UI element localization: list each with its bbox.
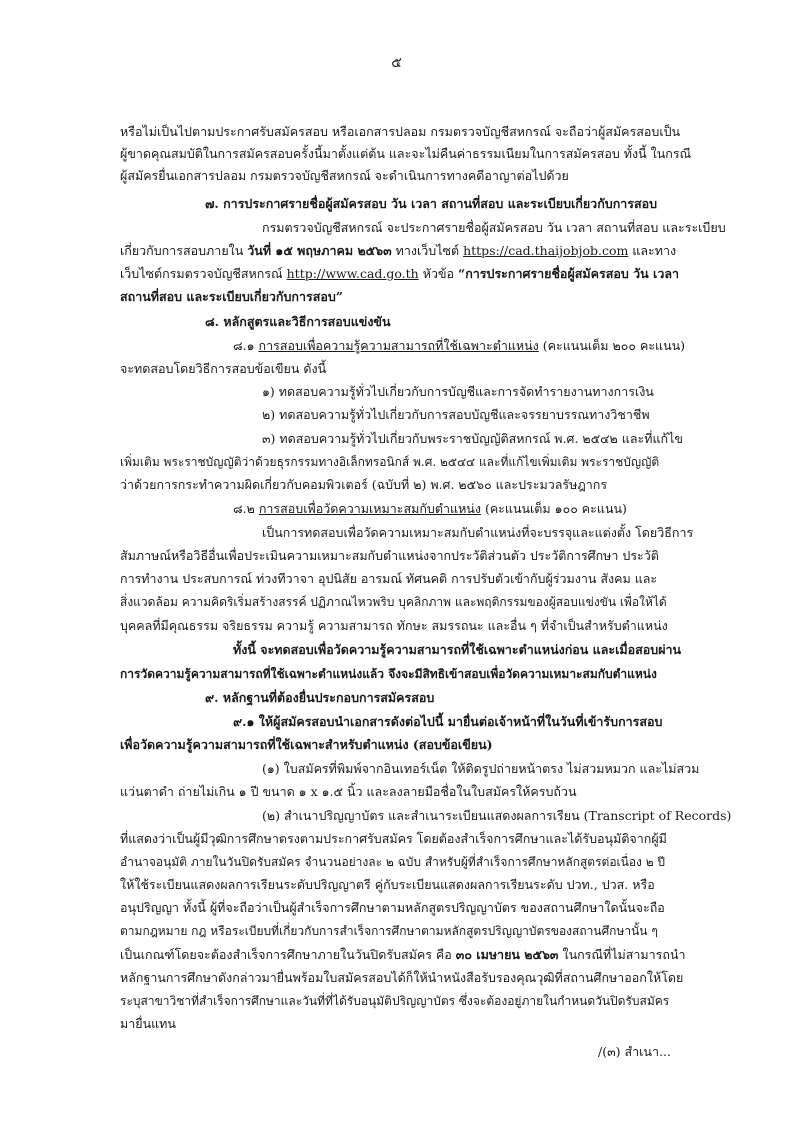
section-8-heading: ๘. หลักสูตรและวิธีการสอบแข่งขัน bbox=[205, 314, 391, 329]
page-number: ๕ bbox=[391, 55, 402, 71]
paragraph-line: ตามกฎหมาย กฎ หรือระเบียบที่เกี่ยวกับการสำเร็จการศึกษาตามหลักสูตรปริญญาบัตรของสถานศึกษานั้น ๆ bbox=[120, 924, 658, 938]
paragraph-line: ระบุสาขาวิชาที่สำเร็จการศึกษาและวันที่ที่ได้รับอนุมัติปริญญาบัตร ซึ่งจะต้องอยู่ภายในกำหนดวันปิดรับสมัคร bbox=[120, 994, 670, 1008]
announcement-topic: “การประกาศรายชื่อผู้สมัครสอบ วัน เวลา bbox=[458, 266, 680, 281]
paragraph-line: การทำงาน ประสบการณ์ ท่วงทีวาจา อุปนิสัย อารมณ์ ทัศนคติ การปรับตัวเข้ากับผู้ร่วมงาน สังคม และ bbox=[120, 571, 658, 586]
paragraph-line: ว่าด้วยการกระทำความผิดเกี่ยวกับคอมพิวเตอร์ (ฉบับที่ ๒) พ.ศ. ๒๕๖๐ และประมวลรัษฎากร bbox=[120, 477, 608, 492]
paragraph-line: เป็นการทดสอบเพื่อวัดความเหมาะสมกับตำแหน่งที่จะบรรจุและแต่งตั้ง โดยวิธีการ bbox=[262, 525, 694, 540]
paragraph-line: เพิ่มเติม พระราชบัญญัติว่าด้วยธุรกรรมทางอิเล็กทรอนิกส์ พ.ศ. ๒๕๔๔ และที่แก้ไขเพิ่มเติม พระราชบัญญัติ bbox=[120, 455, 660, 469]
list-item: ๒) ทดสอบความรู้ทั่วไปเกี่ยวกับการสอบบัญชีและจรรยาบรรณทางวิชาชีพ bbox=[262, 407, 650, 422]
closing-date: ๓๐ เมษายน ๒๕๖๓ bbox=[455, 947, 559, 962]
subsection-score: (คะแนนเต็ม ๑๐๐ คะแนน) bbox=[484, 501, 627, 516]
paragraph-line bbox=[120, 947, 686, 963]
subsection-8-2-heading bbox=[233, 501, 627, 517]
paragraph-line: อำนาจอนุมัติ ภายในวันปิดรับสมัคร จำนวนอย่างละ ๒ ฉบับ สำหรับผู้ที่สำเร็จการศึกษาหลักสูตรต่อเนื่อง ๒ ปี bbox=[120, 855, 666, 869]
list-item: ๑) ทดสอบความรู้ทั่วไปเกี่ยวกับการบัญชีและการจัดทำรายงานทางการเงิน bbox=[262, 384, 654, 399]
paragraph-line: อนุปริญญา ทั้งนี้ ผู้ที่จะถือว่าเป็นผู้สำเร็จการศึกษาตามหลักสูตรปริญญาบัตร ของสถานศึกษาใดนั้นจะถือ bbox=[120, 900, 665, 915]
subsection-title: การสอบเพื่อความรู้ความสามารถที่ใช้เฉพาะตำแหน่ง bbox=[258, 338, 539, 353]
announcement-topic-cont: สถานที่สอบ และระเบียบเกี่ยวกับการสอบ” bbox=[120, 289, 343, 304]
paragraph-line: ให้ใช้ระเบียนแสดงผลการเรียนระดับปริญญาตรี คู่กับระเบียนแสดงผลการเรียนระดับ ปวท., ปวส. หรือ bbox=[120, 877, 655, 892]
paragraph-line: สัมภาษณ์หรือวิธีอื่นเพื่อประเมินความเหมาะสมกับตำแหน่งจากประวัติส่วนตัว ประวัติการศึกษา ประวัติ bbox=[120, 548, 659, 563]
paragraph-line: แว่นตาดำ ถ่ายไม่เกิน ๑ ปี ขนาด ๑ x ๑.๕ นิ้ว และลงลายมือชื่อในใบสมัครให้ครบถ้วน bbox=[120, 784, 577, 799]
paragraph-line: บุคคลที่มีคุณธรรม จริยธรรม ความรู้ ความสามารถ ทักษะ สมรรถนะ และอื่น ๆ ที่จำเป็นสำหรับตำแหน่ง bbox=[120, 618, 668, 633]
paragraph-line bbox=[120, 243, 676, 259]
subsection-number: ๘.๑ bbox=[233, 338, 255, 353]
paragraph-line: ผู้สมัครยื่นเอกสารปลอม กรมตรวจบัญชีสหกรณ์ จะดำเนินการทางคดีอาญาต่อไปด้วย bbox=[120, 168, 569, 183]
text-segment: เกี่ยวกับการสอบภายใน bbox=[120, 243, 244, 258]
cad-website-link[interactable]: http://www.cad.go.th bbox=[286, 266, 419, 281]
paragraph-line bbox=[120, 266, 679, 282]
continuation-footer: /(๓) สำเนา... bbox=[598, 1044, 671, 1059]
paragraph-line: ที่แสดงว่าเป็นผู้มีวุฒิการศึกษาตรงตามประกาศรับสมัคร โดยต้องสำเร็จการศึกษาและได้รับอนุมัติจากผู้มี bbox=[120, 831, 667, 846]
section-7-heading: ๗. การประกาศรายชื่อผู้สมัครสอบ วัน เวลา สถานที่สอบ และระเบียบเกี่ยวกับการสอบ bbox=[205, 196, 658, 211]
text-segment: เว็บไซต์กรมตรวจบัญชีสหกรณ์ bbox=[120, 266, 283, 281]
thaijobjob-link[interactable]: https://cad.thaijobjob.com bbox=[463, 243, 629, 258]
section-9-heading: ๙. หลักฐานที่ต้องยื่นประกอบการสมัครสอบ bbox=[205, 690, 435, 705]
paragraph-line: หรือไม่เป็นไปตามประกาศรับสมัครสอบ หรือเอกสารปลอม กรมตรวจบัญชีสหกรณ์ จะถือว่าผู้สมัครสอบเป็น bbox=[120, 124, 681, 139]
text-segment: ทางเว็บไซต์ bbox=[395, 243, 460, 258]
text-segment: เป็นเกณฑ์โดยจะต้องสำเร็จการศึกษาภายในวันปิดรับสมัคร คือ bbox=[120, 947, 452, 962]
note-line: ทั้งนี้ จะทดสอบเพื่อวัดความรู้ความสามารถที่ใช้เฉพาะตำแหน่งก่อน และเมื่อสอบผ่าน bbox=[233, 642, 682, 657]
paragraph-line: กรมตรวจบัญชีสหกรณ์ จะประกาศรายชื่อผู้สมัครสอบ วัน เวลา สถานที่สอบ และระเบียบ bbox=[262, 220, 726, 235]
text-segment: และทาง bbox=[632, 243, 677, 258]
paragraph-line: จะทดสอบโดยวิธีการสอบข้อเขียน ดังนี้ bbox=[120, 361, 327, 376]
subsection-title: การสอบเพื่อวัดความเหมาะสมกับตำแหน่ง bbox=[258, 501, 481, 516]
subsection-8-1-heading bbox=[233, 338, 685, 354]
paragraph-line: สิ่งแวดล้อม ความคิดริเริ่มสร้างสรรค์ ปฏิภาณไหวพริบ บุคลิกภาพ และพฤติกรรมของผู้สอบแข่งขัน เพื่อให้ได้ bbox=[120, 595, 667, 609]
subsection-9-1-heading-cont: เพื่อวัดความรู้ความสามารถที่ใช้เฉพาะสำหรับตำแหน่ง (สอบข้อเขียน) bbox=[120, 737, 493, 752]
text-segment: ในกรณีที่ไม่สามารถนำ bbox=[562, 947, 686, 962]
paragraph-line: มายื่นแทน bbox=[120, 1016, 176, 1031]
note-line: การวัดความรู้ความสามารถที่ใช้เฉพาะตำแหน่งแล้ว จึงจะมีสิทธิเข้าสอบเพื่อวัดความเหมาะสมกับตำแหน่ง bbox=[120, 667, 657, 681]
paragraph-line: ผู้ขาดคุณสมบัติในการสมัครสอบครั้งนี้มาตั้งแต่ต้น และจะไม่คืนค่าธรรมเนียมในการสมัครสอบ ทั้งนี้ ในกรณี bbox=[120, 146, 692, 161]
list-item: (๒) สำเนาปริญญาบัตร และสำเนาระเบียนแสดงผลการเรียน (Transcript of Records) bbox=[262, 808, 732, 823]
subsection-score: (คะแนนเต็ม ๒๐๐ คะแนน) bbox=[542, 338, 686, 353]
subsection-number: ๘.๒ bbox=[233, 501, 255, 516]
list-item: ๓) ทดสอบความรู้ทั่วไปเกี่ยวกับพระราชบัญญัติสหกรณ์ พ.ศ. ๒๕๔๒ และที่แก้ไข bbox=[262, 431, 683, 446]
list-item: (๑) ใบสมัครที่พิมพ์จากอินเทอร์เน็ต ให้ติดรูปถ่ายหน้าตรง ไม่สวมหมวก และไม่สวม bbox=[262, 761, 700, 776]
text-segment: หัวข้อ bbox=[422, 266, 455, 281]
paragraph-line: หลักฐานการศึกษาดังกล่าวมายื่นพร้อมใบสมัครสอบได้ก็ให้นำหนังสือรับรองคุณวุฒิที่สถานศึกษาออกให้โดย bbox=[120, 970, 684, 985]
announcement-date: วันที่ ๑๕ พฤษภาคม ๒๕๖๓ bbox=[247, 243, 392, 258]
subsection-9-1-heading: ๙.๑ ให้ผู้สมัครสอบนำเอกสารดังต่อไปนี้ มายื่นต่อเจ้าหน้าที่ในวันที่เข้ารับการสอบ bbox=[233, 714, 663, 729]
